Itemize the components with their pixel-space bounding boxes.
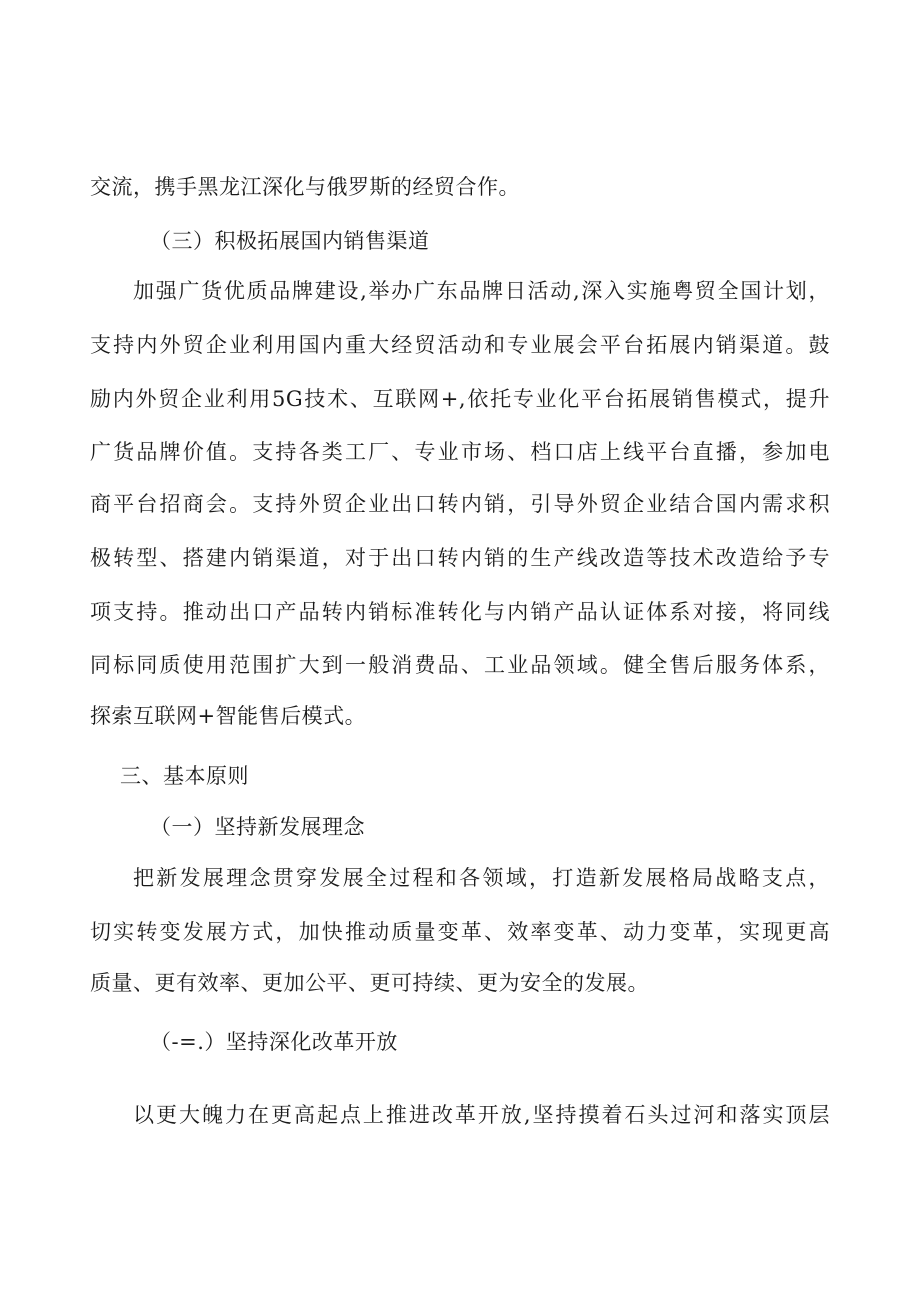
section-heading-basic-principles: 三、基本原则 <box>120 764 249 788</box>
paragraph-line: 励内外贸企业利用5G技术、互联网+,依托专业化平台拓展销售模式，提升 <box>90 387 830 411</box>
paragraph-line: 加强广货优质品牌建设,举办广东品牌日活动,深入实施粤贸全国计划， <box>133 279 830 303</box>
paragraph-line: 同标同质使用范围扩大到一般消费品、工业品领域。健全售后服务体系， <box>90 653 830 677</box>
paragraph-line: 切实转变发展方式，加快推动质量变革、效率变革、动力变革，实现更高 <box>90 920 830 944</box>
subheading-deepen-reform: （-=.）坚持深化改革开放 <box>150 1030 398 1054</box>
paragraph-line: 商平台招商会。支持外贸企业出口转内销，引导外贸企业结合国内需求积 <box>90 492 830 516</box>
paragraph-line: 交流，携手黑龙江深化与俄罗斯的经贸合作。 <box>90 175 520 199</box>
paragraph-line: 项支持。推动出口产品转内销标准转化与内销产品认证体系对接，将同线 <box>90 600 830 624</box>
paragraph-line: 质量、更有效率、更加公平、更可持续、更为安全的发展。 <box>90 971 649 995</box>
paragraph-line: 以更大魄力在更高起点上推进改革开放,坚持摸着石头过河和落实顶层 <box>133 1103 830 1127</box>
paragraph-line: 广货品牌价值。支持各类工厂、专业市场、档口店上线平台直播，参加电 <box>90 440 830 464</box>
paragraph-line: 把新发展理念贯穿发展全过程和各领域，打造新发展格局战略支点， <box>133 866 830 890</box>
paragraph-line: 极转型、搭建内销渠道，对于出口转内销的生产线改造等技术改造给予专 <box>90 546 830 570</box>
paragraph-line: 支持内外贸企业利用国内重大经贸活动和专业展会平台拓展内销渠道。鼓 <box>90 333 830 357</box>
subheading-new-development-concept: （一）坚持新发展理念 <box>150 815 365 839</box>
paragraph-line: 探索互联网+智能售后模式。 <box>90 704 367 728</box>
subheading-expand-domestic-sales: （三）积极拓展国内销售渠道 <box>150 229 430 253</box>
